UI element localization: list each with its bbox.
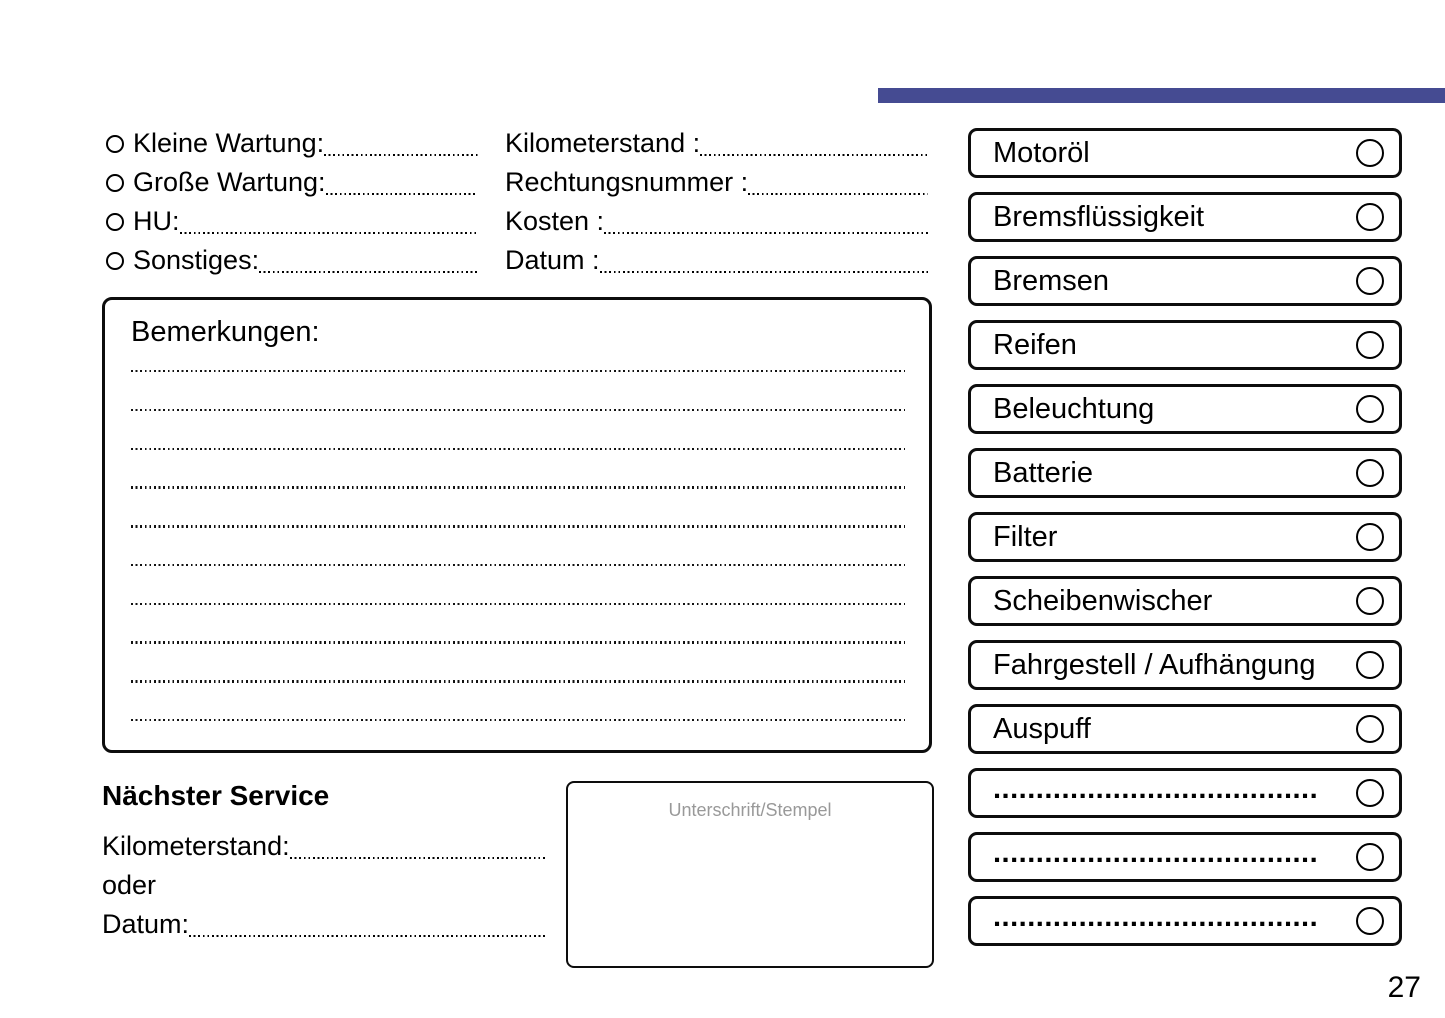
service-type-label: HU: bbox=[133, 206, 180, 236]
remarks-lines bbox=[131, 370, 905, 758]
checklist-item-label: Motoröl bbox=[993, 138, 1090, 168]
service-type-label: Kleine Wartung: bbox=[133, 128, 325, 158]
radio-circle[interactable] bbox=[106, 135, 124, 153]
service-type-row bbox=[106, 124, 478, 163]
fill-in-line[interactable] bbox=[326, 192, 478, 195]
fill-in-line[interactable] bbox=[600, 270, 928, 273]
check-circle[interactable] bbox=[1356, 331, 1384, 359]
checklist-item-label: Filter bbox=[993, 522, 1058, 552]
service-type-row bbox=[106, 241, 478, 280]
checklist-item bbox=[968, 832, 1402, 882]
remarks-fill-in-line[interactable] bbox=[131, 525, 905, 527]
check-circle[interactable] bbox=[1356, 843, 1384, 871]
fill-in-line[interactable] bbox=[259, 270, 478, 273]
fill-in-line[interactable] bbox=[180, 231, 479, 234]
service-type-label: Große Wartung: bbox=[133, 167, 326, 197]
remarks-box bbox=[102, 297, 932, 753]
next-service-row bbox=[102, 827, 545, 866]
check-circle[interactable] bbox=[1356, 715, 1384, 743]
service-type-label: Sonstiges: bbox=[133, 245, 260, 275]
checklist-item bbox=[968, 448, 1402, 498]
checklist-item bbox=[968, 128, 1402, 178]
remarks-fill-in-line[interactable] bbox=[131, 641, 905, 643]
checklist-item-label[interactable]: ...................................... bbox=[993, 838, 1319, 868]
accent-bar bbox=[878, 88, 1445, 103]
invoice-fields-group bbox=[505, 124, 928, 280]
remarks-fill-in-line[interactable] bbox=[131, 564, 905, 566]
remarks-fill-in-line[interactable] bbox=[131, 603, 905, 605]
checklist-item-label: Bremsflüssigkeit bbox=[993, 202, 1205, 232]
check-circle[interactable] bbox=[1356, 459, 1384, 487]
check-circle[interactable] bbox=[1356, 587, 1384, 615]
fill-in-line[interactable] bbox=[189, 934, 545, 937]
checklist-item bbox=[968, 384, 1402, 434]
fill-in-line[interactable] bbox=[748, 192, 928, 195]
signature-placeholder: Unterschrift/Stempel bbox=[668, 800, 832, 820]
check-circle[interactable] bbox=[1356, 203, 1384, 231]
checklist-item bbox=[968, 768, 1402, 818]
invoice-field-row bbox=[505, 202, 928, 241]
check-circle[interactable] bbox=[1356, 907, 1384, 935]
checklist-item-label[interactable]: ...................................... bbox=[993, 774, 1319, 804]
checklist-item-label: Beleuchtung bbox=[993, 394, 1155, 424]
signature-stamp-box[interactable] bbox=[566, 781, 934, 968]
checklist-column bbox=[968, 128, 1402, 960]
checklist-item-label: Bremsen bbox=[993, 266, 1110, 296]
remarks-fill-in-line[interactable] bbox=[131, 409, 905, 411]
page-number: 27 bbox=[1387, 971, 1421, 1004]
invoice-field-label: Kilometerstand : bbox=[505, 128, 701, 158]
invoice-field-row bbox=[505, 124, 928, 163]
remarks-fill-in-line[interactable] bbox=[131, 448, 905, 450]
fill-in-line[interactable] bbox=[604, 231, 928, 234]
checklist-item bbox=[968, 192, 1402, 242]
checklist-item-label: Auspuff bbox=[993, 714, 1091, 744]
next-service-row bbox=[102, 905, 545, 944]
invoice-field-label: Kosten : bbox=[505, 206, 605, 236]
check-circle[interactable] bbox=[1356, 779, 1384, 807]
next-service-rows bbox=[102, 827, 545, 944]
remarks-title: Bemerkungen: bbox=[131, 316, 320, 348]
checklist-item bbox=[968, 896, 1402, 946]
next-service-label: Kilometerstand: bbox=[102, 831, 290, 861]
check-circle[interactable] bbox=[1356, 267, 1384, 295]
next-service-title: Nächster Service bbox=[102, 780, 330, 811]
invoice-field-label: Datum : bbox=[505, 245, 600, 275]
checklist-item bbox=[968, 320, 1402, 370]
fill-in-line[interactable] bbox=[324, 153, 478, 156]
service-type-row bbox=[106, 163, 478, 202]
service-type-row bbox=[106, 202, 478, 241]
radio-circle[interactable] bbox=[106, 252, 124, 270]
checklist-item-label: Scheibenwischer bbox=[993, 586, 1213, 616]
checklist-item-label: Reifen bbox=[993, 330, 1077, 360]
check-circle[interactable] bbox=[1356, 139, 1384, 167]
checklist-item bbox=[968, 576, 1402, 626]
invoice-field-label: Rechtungsnummer : bbox=[505, 167, 749, 197]
checklist-item-label: Batterie bbox=[993, 458, 1093, 488]
next-service-label: oder bbox=[102, 870, 157, 900]
next-service-row bbox=[102, 866, 545, 905]
remarks-fill-in-line[interactable] bbox=[131, 680, 905, 682]
checklist-item bbox=[968, 640, 1402, 690]
fill-in-line[interactable] bbox=[700, 153, 928, 156]
check-circle[interactable] bbox=[1356, 651, 1384, 679]
check-circle[interactable] bbox=[1356, 523, 1384, 551]
remarks-fill-in-line[interactable] bbox=[131, 719, 905, 721]
invoice-field-row bbox=[505, 241, 928, 280]
invoice-field-row bbox=[505, 163, 928, 202]
checklist-item-label[interactable]: ...................................... bbox=[993, 902, 1319, 932]
checklist-item-label: Fahrgestell / Aufhängung bbox=[993, 650, 1316, 680]
fill-in-line[interactable] bbox=[290, 856, 545, 859]
remarks-fill-in-line[interactable] bbox=[131, 370, 905, 372]
next-service-label: Datum: bbox=[102, 909, 190, 939]
radio-circle[interactable] bbox=[106, 213, 124, 231]
remarks-fill-in-line[interactable] bbox=[131, 486, 905, 488]
checklist-item bbox=[968, 512, 1402, 562]
radio-circle[interactable] bbox=[106, 174, 124, 192]
check-circle[interactable] bbox=[1356, 395, 1384, 423]
checklist-item bbox=[968, 704, 1402, 754]
next-service-section bbox=[102, 780, 545, 944]
checklist-item bbox=[968, 256, 1402, 306]
service-type-group bbox=[106, 124, 478, 280]
